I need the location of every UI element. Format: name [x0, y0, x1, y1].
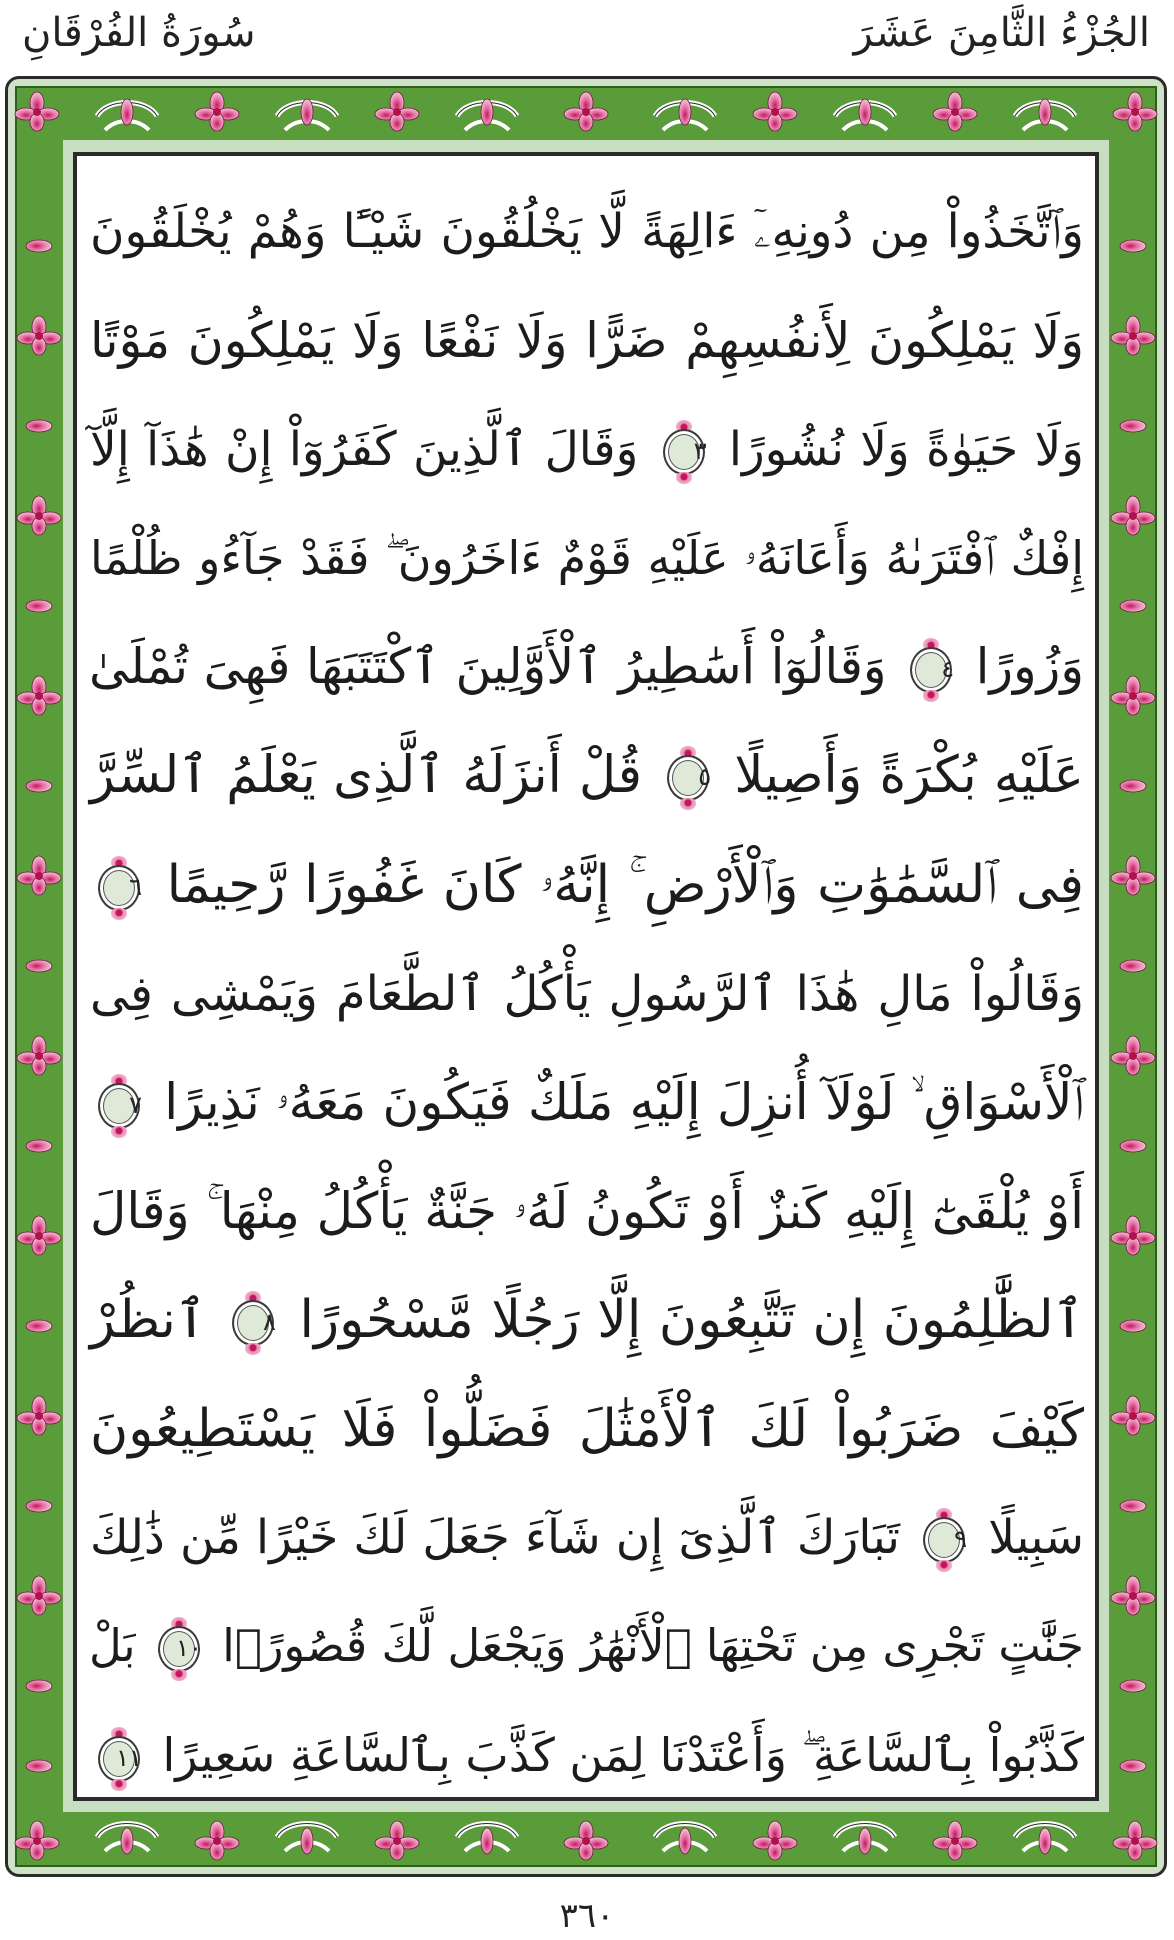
- ayah-number-marker: [96, 1727, 142, 1791]
- verse-text: وَلَا حَيَوٰةً وَلَا نُشُورًا: [728, 421, 1084, 477]
- flower-icon: [111, 1126, 127, 1138]
- text-line: [90, 1052, 1084, 1152]
- flower-icon: [245, 1343, 261, 1355]
- text-line: [90, 944, 1084, 1044]
- verse-text: كَذَّبُواْ بِٱلسَّاعَةِ ۖ وَأَعْتَدْنَا لِمَن كَذَّبَ بِٱلسَّاعَةِ سَعِيرًا: [162, 1728, 1084, 1783]
- text-line: [90, 1705, 1084, 1805]
- verse-text: ٱلْأَسْوَاقِ ۙ لَوْلَآ أُنزِلَ إِلَيْهِ مَلَكٌ فَيَكُونَ مَعَهُۥ نَذِيرًا: [164, 1073, 1084, 1132]
- verse-text: وَقَالُواْ مَالِ هَٰذَا ٱلرَّسُولِ يَأْكُلُ ٱلطَّعَامَ وَيَمْشِى فِى: [90, 965, 1084, 1022]
- page-number: ٣٦٠: [559, 1896, 615, 1936]
- verse-text: وَلَا يَمْلِكُونَ لِأَنفُسِهِمْ ضَرًّا وَلَا نَفْعًا وَلَا يَمْلِكُونَ مَوْتًا: [90, 311, 1084, 369]
- verse-text: بَلْ: [88, 1619, 136, 1673]
- verse-text: قُلْ أَنزَلَهُ ٱلَّذِى يَعْلَمُ ٱلسِّرَّ: [90, 746, 642, 805]
- text-line: [90, 1488, 1084, 1588]
- juz-title: الجُزْءُ الثَّامِنَ عَشَرَ: [853, 10, 1150, 56]
- verse-text: عَلَيْهِ بُكْرَةً وَأَصِيلًا: [734, 746, 1084, 805]
- verse-text: سَبِيلًا: [988, 1509, 1084, 1565]
- text-line: [90, 726, 1084, 826]
- text-line: [90, 182, 1084, 282]
- text-line: [90, 617, 1084, 717]
- flower-icon: [111, 1779, 127, 1791]
- flower-icon: [676, 472, 692, 484]
- ayah-number-marker: [96, 856, 142, 920]
- text-line: [90, 291, 1084, 391]
- ayah-number-marker: [230, 1291, 276, 1355]
- text-line: [90, 835, 1084, 935]
- text-line: [90, 1379, 1084, 1479]
- verse-text: وَزُورًا: [975, 638, 1084, 696]
- text-line: [90, 1596, 1084, 1696]
- flower-icon: [923, 690, 939, 702]
- flower-icon: [936, 1560, 952, 1572]
- text-line: [90, 1161, 1084, 1261]
- ayah-number-marker: [908, 638, 954, 702]
- ayah-number-marker: [921, 1508, 967, 1572]
- ayah-number: ٦: [129, 872, 142, 901]
- flower-icon: [171, 1669, 187, 1681]
- verse-text: فِى ٱلسَّمَٰوَٰتِ وَٱلْأَرْضِ ۚ إِنَّهُۥ كَانَ غَفُورًا رَّحِيمًا: [166, 854, 1084, 915]
- text-line: [90, 400, 1084, 500]
- ayah-number: ٤: [941, 654, 955, 683]
- surah-title: سُورَةُ الفُرْقَانِ: [22, 10, 256, 56]
- quran-text-block: [90, 170, 1084, 1790]
- verse-text: ٱلظَّٰلِمُونَ إِن تَتَّبِعُونَ إِلَّا رَجُلًا مَّسْحُورًا: [299, 1290, 1085, 1350]
- text-line: [90, 1270, 1084, 1370]
- ayah-number: ٧: [129, 1090, 142, 1119]
- ayah-number: ١٠: [176, 1634, 202, 1663]
- verse-text: وَٱتَّخَذُواْ مِن دُونِهِۦٓ ءَالِهَةً لَّا يَخْلُقُونَ شَيْـًٔا وَهُمْ يُخْلَقُونَ: [90, 204, 1084, 259]
- ayah-number-marker: [156, 1617, 202, 1681]
- flower-icon: [111, 908, 127, 920]
- text-line: [90, 508, 1084, 608]
- ayah-number-marker: [96, 1074, 142, 1138]
- verse-text: أَوْ يُلْقَىٰٓ إِلَيْهِ كَنزٌ أَوْ تَكُونُ لَهُۥ جَنَّةٌ يَأْكُلُ مِنْهَا ۚ وَقَالَ: [90, 1182, 1084, 1241]
- ayah-number: ٨: [263, 1308, 276, 1336]
- flower-icon: [680, 798, 696, 810]
- ayah-number: ٥: [698, 763, 712, 791]
- ayah-number-marker: [661, 420, 707, 484]
- ayah-number-marker: [665, 746, 711, 810]
- verse-text: إِفْكٌ ٱفْتَرَىٰهُ وَأَعَانَهُۥ عَلَيْهِ قَوْمٌ ءَاخَرُونَ ۖ فَقَدْ جَآءُو ظُلْمًا: [90, 531, 1084, 586]
- ayah-number: ٣: [693, 437, 707, 466]
- verse-text: وَقَالَ ٱلَّذِينَ كَفَرُوٓاْ إِنْ هَٰذَآ إِلَّآ: [90, 421, 639, 477]
- verse-text: تَبَارَكَ ٱلَّذِىٓ إِن شَآءَ جَعَلَ لَكَ خَيْرًا مِّن ذَٰلِكَ: [90, 1509, 900, 1565]
- verse-text: ٱنظُرْ: [90, 1290, 207, 1350]
- ayah-number: ١١: [116, 1743, 142, 1772]
- verse-text: جَنَّٰتٍ تَجْرِى مِن تَحْتِهَا ٱلْأَنْهَٰرُ وَيَجْعَل لَّكَ قُصُورًۢا: [222, 1619, 1084, 1673]
- verse-text: وَقَالُوٓاْ أَسَٰطِيرُ ٱلْأَوَّلِينَ ٱكْتَتَبَهَا فَهِىَ تُمْلَىٰ: [89, 638, 887, 696]
- verse-text: كَيْفَ ضَرَبُواْ لَكَ ٱلْأَمْثَٰلَ فَضَلُّواْ فَلَا يَسْتَطِيعُونَ: [90, 1398, 1084, 1459]
- ayah-number: ٩: [954, 1525, 968, 1554]
